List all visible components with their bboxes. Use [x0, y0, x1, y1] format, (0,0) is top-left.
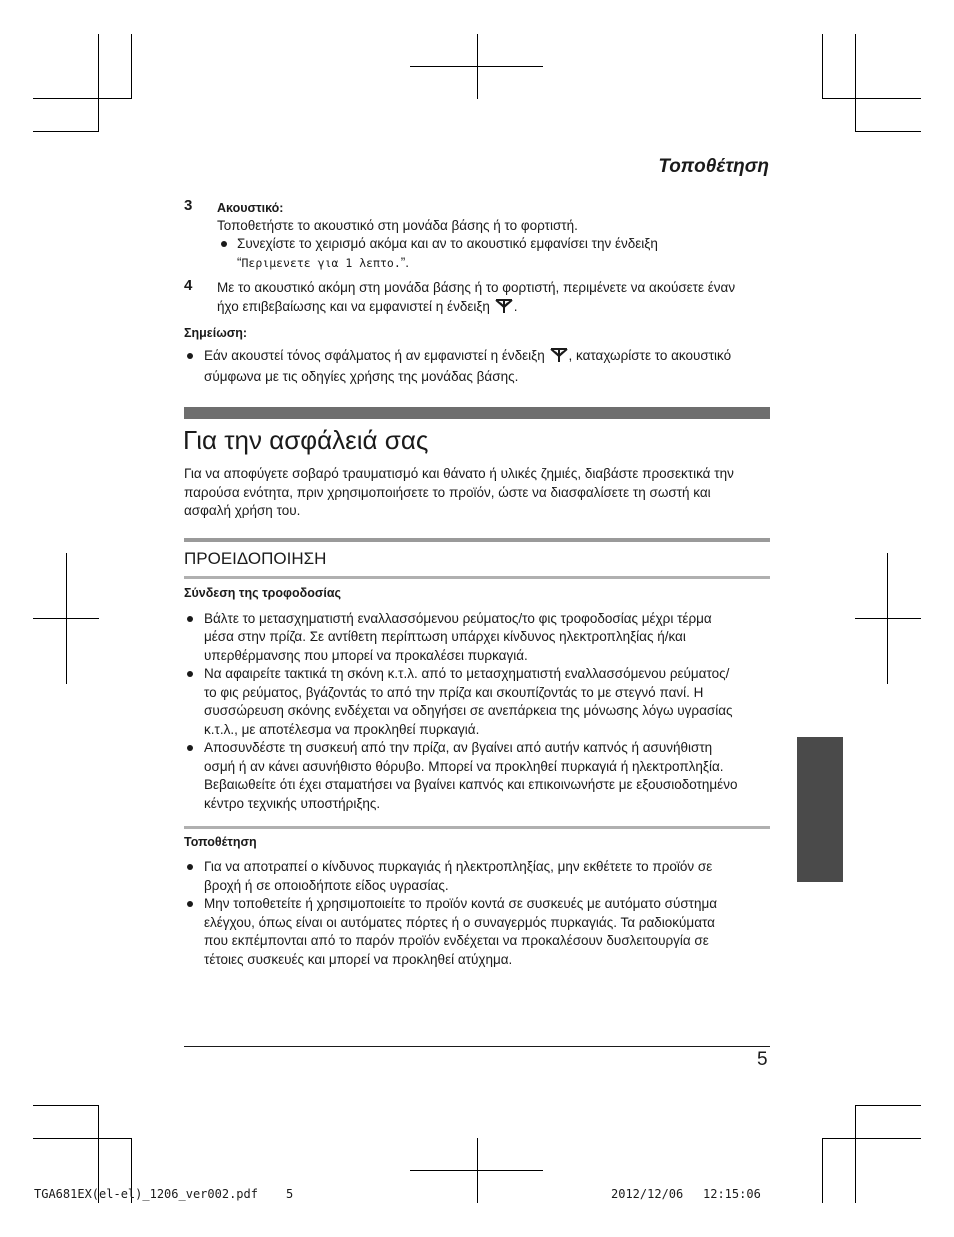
power-bullet-1-line1: Βάλτε το μετασχηματιστή εναλλασσόμενου ρεύματος/το φις τροφοδοσίας μέχρι τέρμα	[204, 611, 712, 626]
power-title: Σύνδεση της τροφοδοσίας	[184, 586, 342, 600]
safety-heading: Για την ασφάλειά σας	[183, 425, 429, 455]
footer-rule	[184, 1046, 770, 1047]
install-bullet-2-line4: τέτοιες συσκευές και μπορεί να προκληθεί ατύχημα.	[204, 952, 513, 967]
footer-filename: TGA681EX(el-el)_1206_ver002.pdf	[34, 1187, 258, 1201]
safety-intro-line1: Για να αποφύγετε σοβαρό τραυματισμό και θάνατο ή υλικές ζημιές, διαβάστε προσεκτικά την	[184, 466, 734, 481]
power-bullet-3-line2: οσμή ή αν κάνει ασυνήθιστο θόρυβο. Μπορεί να προκληθεί πυρκαγιά ή ηλεκτροπληξία.	[204, 759, 724, 774]
install-bullet-2-line3: που εκπέμπονται από το παρόν προϊόν ενδέχεται να προκαλέσουν δυσλειτουργία σε	[204, 933, 709, 948]
power-bullet-2-line3: συσσώρευση σκόνης ενδέχεται να οδηγήσει σε ανεπάρκεια της μόνωσης λόγω υγρασίας	[204, 703, 733, 718]
install-title: Τοποθέτηση	[184, 835, 257, 849]
install-bullet-1-line1: Για να αποτραπεί ο κίνδυνος πυρκαγιάς ή ηλεκτροπληξίας, μην εκθέτετε το προϊόν σε	[204, 859, 713, 874]
bullet-icon	[187, 671, 193, 677]
bullet-icon	[187, 616, 193, 622]
note-text-line2: σύμφωνα με τις οδηγίες χρήσης της μονάδας βάσης.	[204, 369, 519, 384]
note-text-line1: Εάν ακουστεί τόνος σφάλματος ή αν εμφανιστεί η ένδειξη , καταχωρίστε το ακουστικό	[204, 348, 732, 363]
step3-title: Ακουστικό:	[217, 201, 284, 215]
power-bullet-2-line1: Να αφαιρείτε τακτικά τη σκόνη κ.τ.λ. από το μετασχηματιστή εναλλασσόμενου ρεύματος/	[204, 666, 730, 681]
bullet-icon	[187, 745, 193, 751]
install-bullet-2-line2: ελέγχου, όπως είναι οι αυτόματες πόρτες ή ο συναγερμός πυρκαγιάς. Τα ραδιοκύματα	[204, 915, 715, 930]
power-bullet-2-line2: το φις ρεύματος, βγάζοντάς το από την πρίζα και σκουπίζοντάς το με στεγνό πανί. Η	[204, 685, 704, 700]
bullet-icon	[187, 901, 193, 907]
warning-heading: ΠΡΟΕΙΔΟΠΟΙΗΣΗ	[184, 549, 327, 568]
footer-file-page: 5	[286, 1187, 294, 1201]
antenna-icon	[494, 298, 514, 314]
note-title: Σημείωση:	[184, 326, 248, 340]
step-number-3: 3	[184, 197, 193, 214]
footer-date: 2012/12/06	[611, 1187, 684, 1201]
section-title: Τοποθέτηση	[658, 156, 769, 177]
warning-top-rule	[184, 538, 770, 542]
warning-bottom-rule	[184, 576, 770, 579]
install-top-rule	[184, 826, 770, 829]
power-bullet-1-line3: υπερθέρμανσης που μπορεί να προκαλέσει πυρκαγιά.	[204, 648, 528, 663]
bullet-icon	[187, 864, 193, 870]
page-number: 5	[757, 1049, 768, 1070]
step4-text-line1: Με το ακουστικό ακόμη στη μονάδα βάσης ή το φορτιστή, περιμένετε να ακούσετε έναν	[217, 280, 736, 295]
power-bullet-1-line2: μέσα στην πρίζα. Σε αντίθετη περίπτωση υπάρχει κίνδυνος ηλεκτροπληξίας ή/και	[204, 629, 686, 644]
step3-bullet-text: Συνεχίστε το χειρισμό ακόμα και αν το ακουστικό εμφανίσει την ένδειξη	[237, 236, 658, 251]
step3-text: Τοποθετήστε το ακουστικό στη μονάδα βάσης ή το φορτιστή.	[217, 218, 578, 233]
safety-intro-line2: παρούσα ενότητα, πριν χρησιμοποιήσετε το προϊόν, ώστε να διασφαλίσετε τη σωστή και	[184, 485, 711, 500]
install-bullet-2-line1: Μην τοποθετείτε ή χρησιμοποιείτε το προϊόν κοντά σε συσκευές με αυτόματο σύστημα	[204, 896, 718, 911]
install-bullet-1-line2: βροχή ή σε οποιοδήποτε είδος υγρασίας.	[204, 878, 449, 893]
antenna-icon	[549, 347, 569, 363]
step4-text-line2: ήχο επιβεβαίωσης και να εμφανιστεί η ένδειξη .	[217, 299, 518, 314]
step-number-4: 4	[184, 277, 193, 294]
power-bullet-3-line1: Αποσυνδέστε τη συσκευή από την πρίζα, αν βγαίνει από αυτήν καπνός ή ασυνήθιστη	[204, 740, 713, 755]
power-bullet-3-line4: κέντρο τεχνικής υποστήριξης.	[204, 796, 381, 811]
bullet-icon	[221, 241, 227, 247]
safety-intro-line3: ασφαλή χρήση του.	[184, 503, 301, 518]
footer-time: 12:15:06	[703, 1187, 761, 1201]
power-bullet-2-line4: κ.τ.λ., με αποτέλεσμα να προκληθεί πυρκαγιά.	[204, 722, 480, 737]
step3-display-message: “Περιμενετε για 1 λεπτο.”.	[237, 255, 409, 270]
bullet-icon	[187, 353, 193, 359]
section-divider-bar	[184, 407, 770, 419]
side-tab	[797, 737, 843, 882]
power-bullet-3-line3: Βεβαιωθείτε ότι έχει σταματήσει να βγαίνει καπνός και επικοινωνήστε με εξουσιοδοτημένο	[204, 777, 738, 792]
